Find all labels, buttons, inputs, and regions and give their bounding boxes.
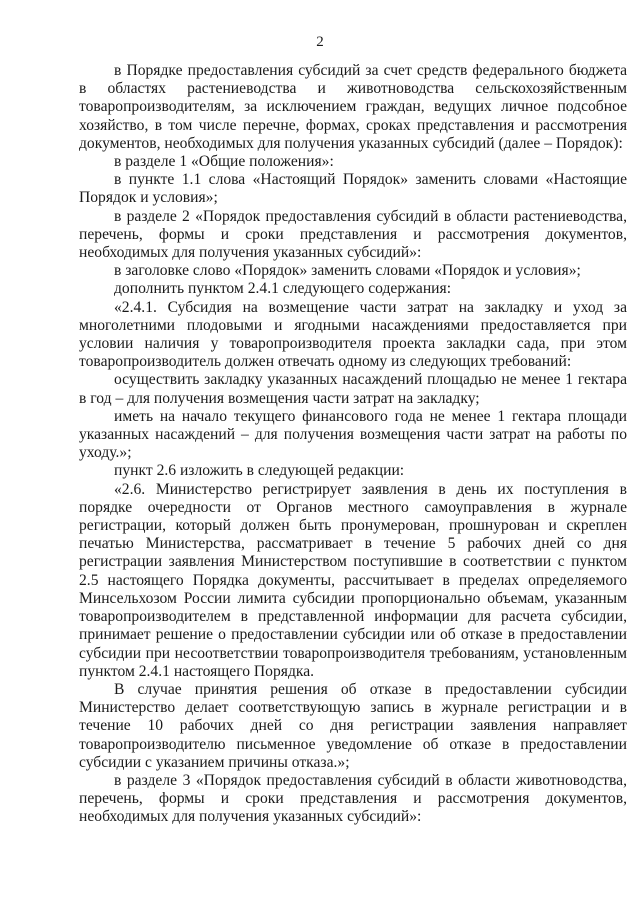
paragraph-heading-change: в заголовке слово «Порядок» заменить словами «Порядок и условия»;: [114, 262, 581, 280]
paragraph-add-2-4-1: дополнить пунктом 2.4.1 следующего содержания:: [114, 280, 452, 298]
paragraph-2-4-1: «2.4.1. Субсидия на возмещение части затрат на закладку и уход за многолетними плодовыми и ягодными насаждениями предоставляется при условии наличия у товаропроизводителя проекта закладки сада, при этом товаропроизводитель должен отвечать одному из следующих требований:: [79, 298, 627, 371]
paragraph-intro: в Порядке предоставления субсидий за счет средств федерального бюджета в областях растениеводства и животноводства сельскохозяйственным товаропроизводителям, за исключением граждан, ведущих личное подсобное хозяйство, в том числе перечне, формах, сроках представления и рассмотрения документов, необходимых для получения указанных субсидий (далее – Порядок):: [79, 62, 627, 152]
page-number: 2: [316, 34, 324, 50]
paragraph-point-1-1: в пункте 1.1 слова «Настоящий Порядок» заменить словами «Настоящие Порядок и условия»;: [79, 171, 627, 207]
paragraph-2-6: «2.6. Министерство регистрирует заявления в день их поступления в порядке очередности от Органов местного самоуправления в журнале регистрации, который должен быть пронумерован, прошнурован и скреплен печатью Министерства, рассматривает в течение 5 рабочих дней со дня регистрации заявления Министерством поступившие в соответствии с пунктом 2.5 настоящего Порядка документы, рассчитывает в пределах определяемого Минсельхозом России лимита субсидии пропорционально объемам, указанным товаропроизводителем в представленной информации для расчета субсидии, принимает решение о предоставлении субсидии или об отказе в предоставлении субсидии при несоответствии товаропроизводителя требованиям, установленным пунктом 2.4.1 настоящего Порядка.: [79, 480, 627, 680]
paragraph-section-3: в разделе 3 «Порядок предоставления субсидий в области животноводства, перечень, формы и сроки представления и рассмотрения документов, необходимых для получения указанных субсидий»:: [79, 771, 627, 826]
paragraph-point-2-6: пункт 2.6 изложить в следующей редакции:: [114, 462, 405, 480]
document-body: [79, 62, 627, 827]
paragraph-requirement-2: иметь на начало текущего финансового года не менее 1 гектара площади указанных насаждений – для получения возмещения части затрат на работы по уходу.»;: [79, 407, 627, 462]
paragraph-section-2: в разделе 2 «Порядок предоставления субсидий в области растениеводства, перечень, формы и сроки представления и рассмотрения документов, необходимых для получения указанных субсидий»:: [79, 207, 627, 262]
paragraph-refusal: В случае принятия решения об отказе в предоставлении субсидии Министерство делает соответствующую запись в журнале регистрации и в течение 10 рабочих дней со дня регистрации заявления направляет товаропроизводителю письменное уведомление об отказе в предоставлении субсидии с указанием причины отказа.»;: [79, 680, 627, 771]
paragraph-requirement-1: осуществить закладку указанных насаждений площадью не менее 1 гектара в год – для получения возмещения части затрат на закладку;: [79, 371, 627, 407]
paragraph-section-1: в разделе 1 «Общие положения»:: [114, 153, 334, 171]
